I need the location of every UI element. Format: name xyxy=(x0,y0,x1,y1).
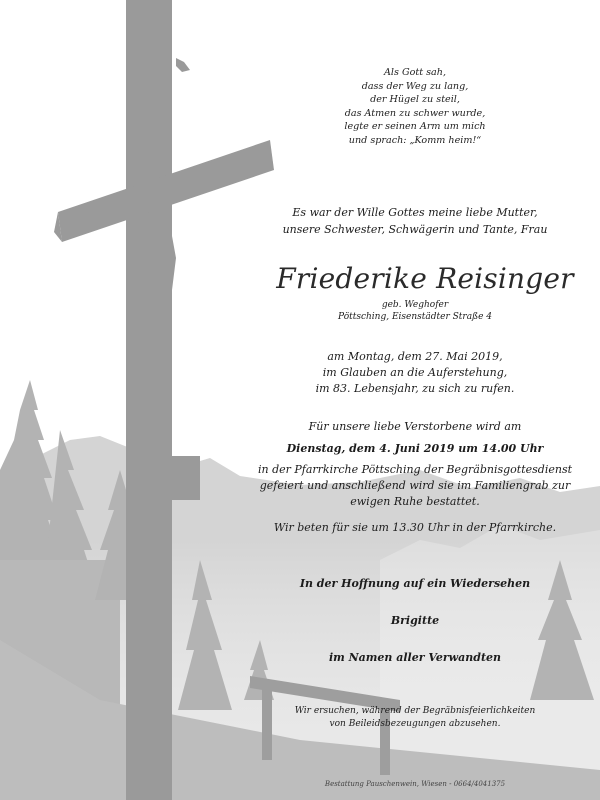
funeral-date: Dienstag, dem 4. Juni 2019 um 14.00 Uhr xyxy=(286,442,544,455)
funeral-line-1: in der Pfarrkirche Pöttsching der Begräbnisgottesdienst xyxy=(257,463,573,476)
death-line-2: im Glauben an die Auferstehung, xyxy=(322,366,508,379)
death-line-3: im 83. Lebensjahr, zu sich zu rufen. xyxy=(315,382,515,395)
poem-line: und sprach: „Komm heim!“ xyxy=(348,134,482,146)
poem-line: Als Gott sah, xyxy=(383,67,447,78)
hope-line: In der Hoffnung auf ein Wiedersehen xyxy=(299,577,531,590)
funeral-intro: Für unsere liebe Verstorbene wird am xyxy=(308,420,522,433)
relatives-line: im Namen aller Verwandten xyxy=(328,651,502,664)
address: Pöttsching, Eisenstädter Straße 4 xyxy=(338,312,492,322)
maiden-name: geb. Weghofer xyxy=(381,300,449,310)
deceased-name: Friederike Reisinger xyxy=(276,262,574,295)
poem-line: dass der Weg zu lang, xyxy=(361,80,469,92)
condolence-request-line-1: Wir ersuchen, während der Begräbnisfeierlichkeiten xyxy=(294,706,536,716)
intro-line-1: Es war der Wille Gottes meine liebe Mutter, xyxy=(292,206,538,219)
undertaker-footer: Bestattung Pauschenwein, Wiesen - 0664/4041375 xyxy=(324,780,506,788)
poem-line: legte er seinen Arm um mich xyxy=(344,121,486,133)
death-line-1: am Montag, dem 27. Mai 2019, xyxy=(327,350,503,363)
prayer-notice: Wir beten für sie um 13.30 Uhr in der Pfarrkirche. xyxy=(273,521,557,534)
mourner-name: Brigitte xyxy=(390,614,440,627)
condolence-request-line-2: von Beileidsbezeugungen abzusehen. xyxy=(329,719,501,729)
poem-line: das Atmen zu schwer wurde, xyxy=(344,107,486,119)
poem xyxy=(300,66,530,148)
poem-line: der Hügel zu steil, xyxy=(370,94,460,106)
funeral-line-2: gefeiert und anschließend wird sie im Familiengrab zur xyxy=(259,479,571,492)
intro-line-2: unsere Schwester, Schwägerin und Tante, Frau xyxy=(282,223,548,236)
funeral-line-3: ewigen Ruhe bestattet. xyxy=(350,495,480,508)
